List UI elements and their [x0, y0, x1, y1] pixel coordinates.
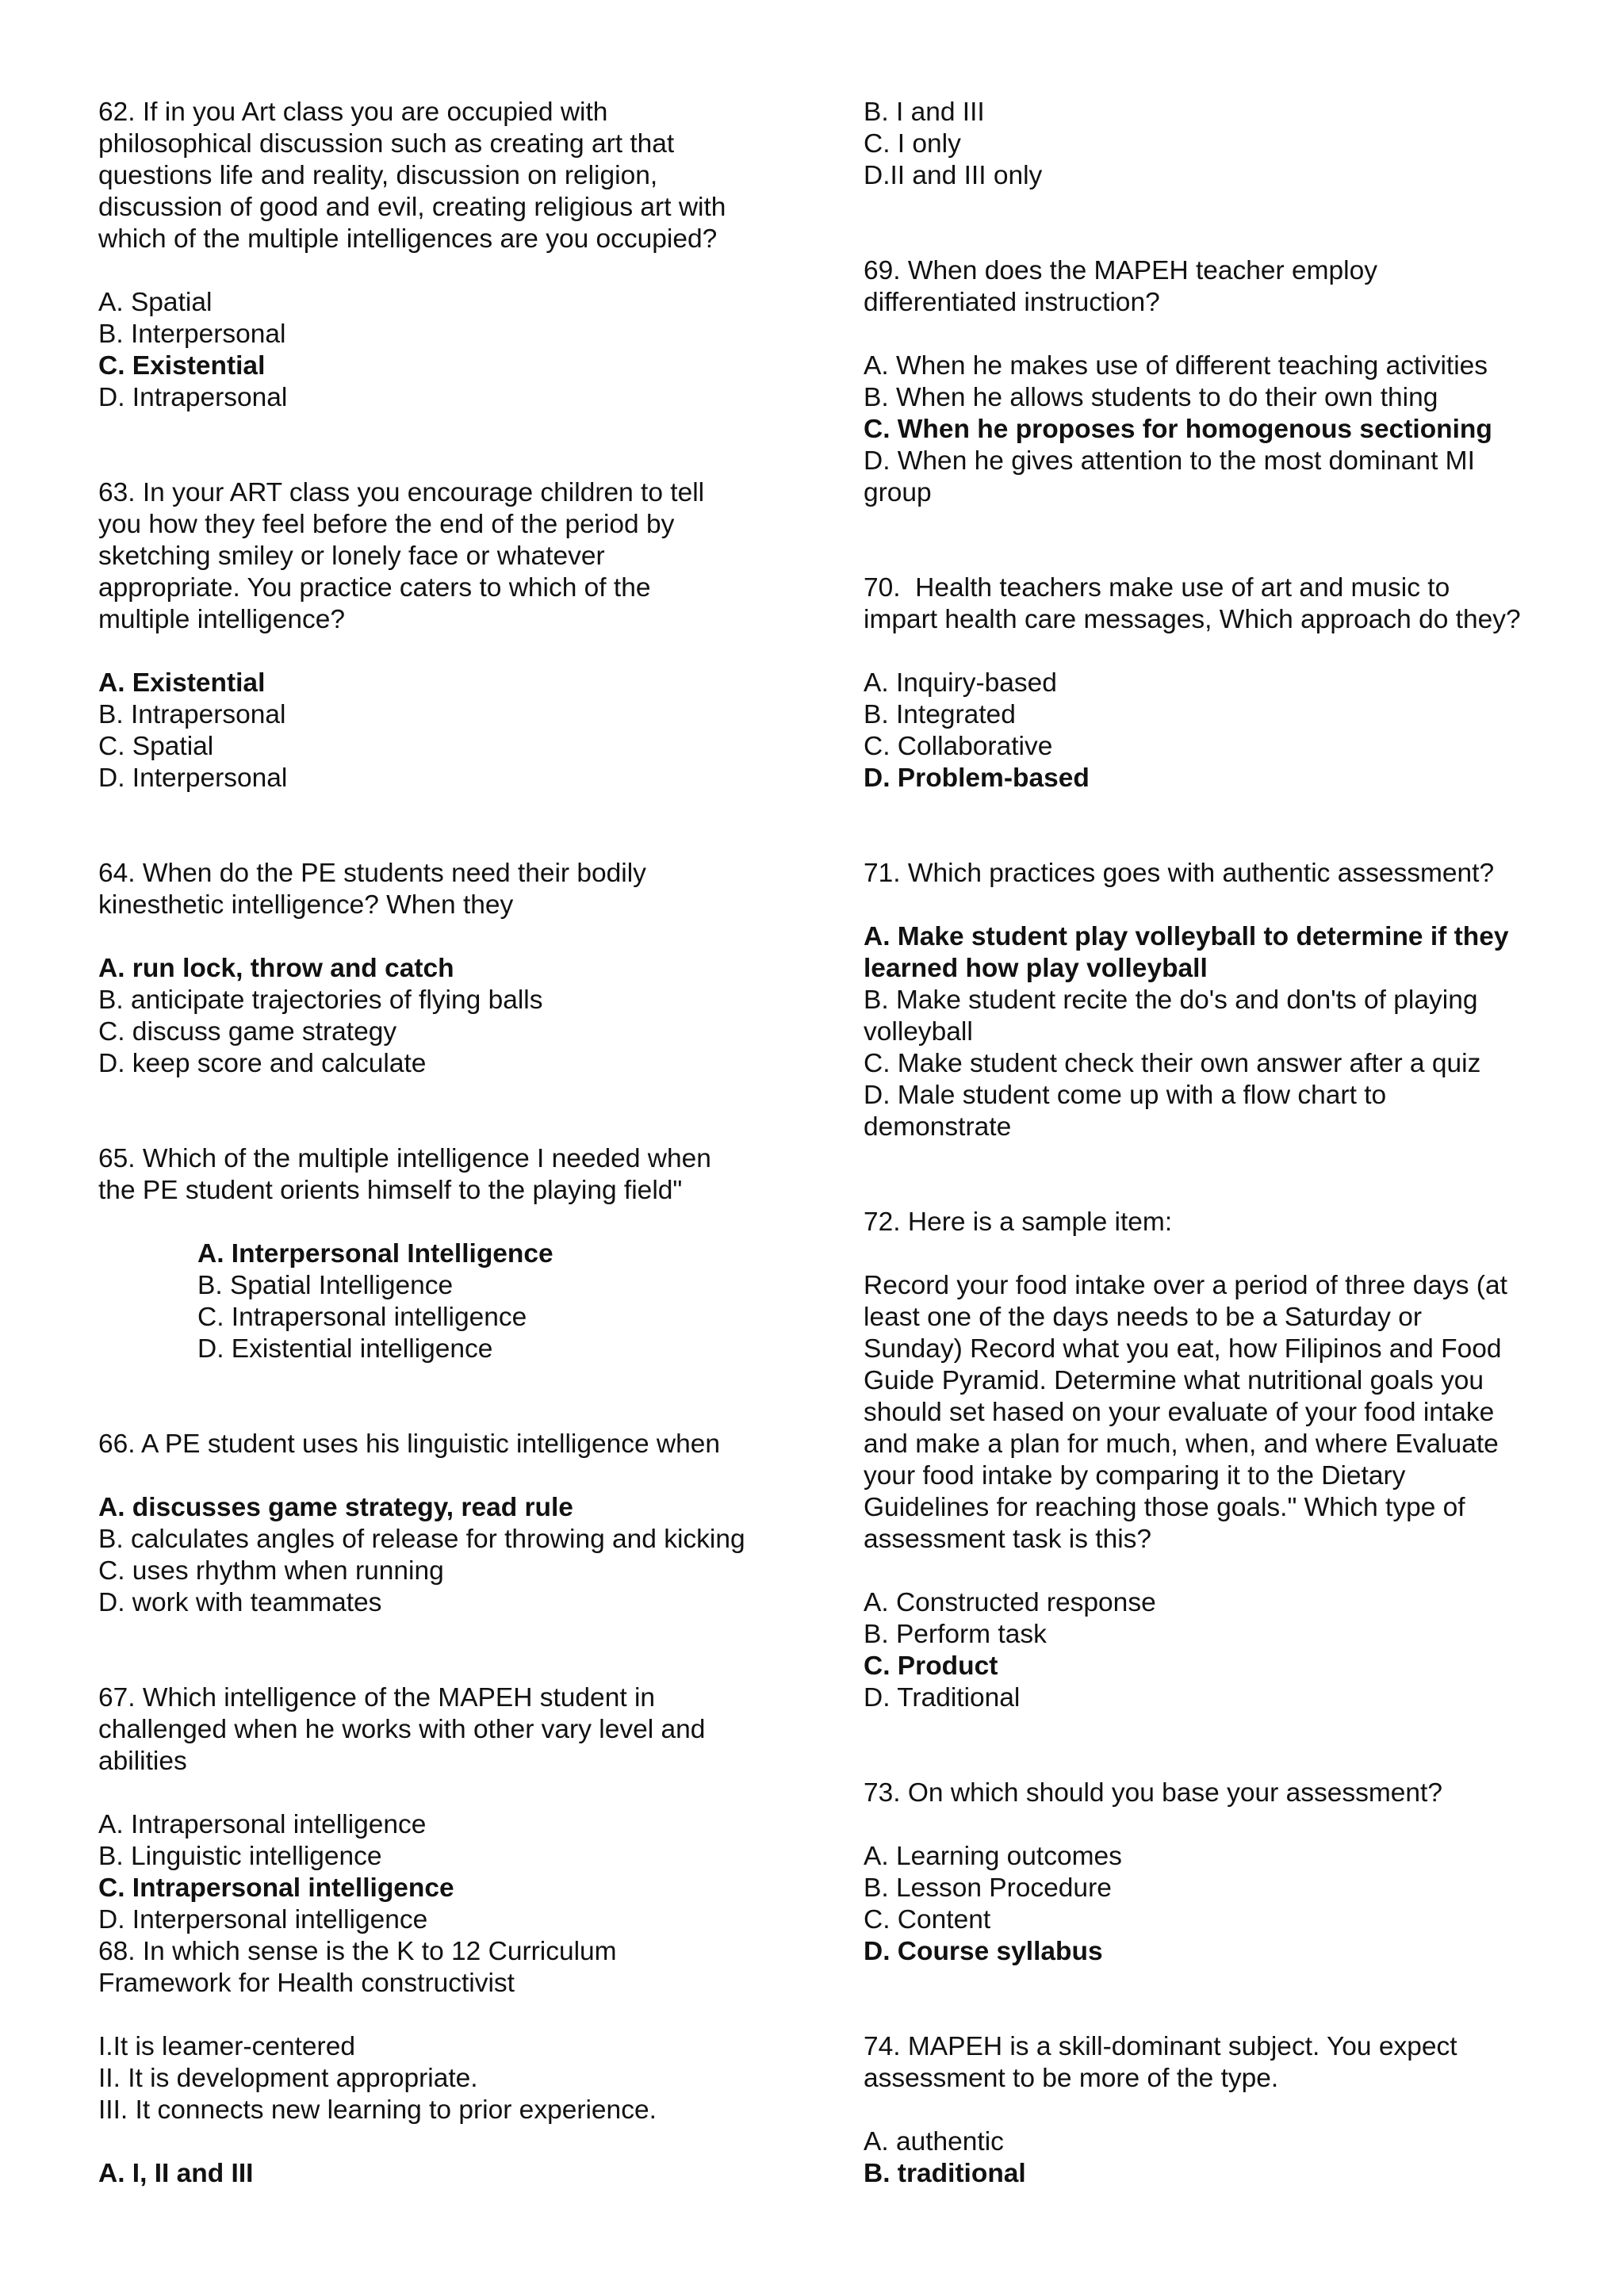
question-70-stem-line: 70. Health teachers make use of art and music to [864, 573, 1450, 603]
question-70-option-d-answer: D. Problem-based [864, 763, 1090, 793]
question-62-stem-line: 62. If in you Art class you are occupied with [98, 98, 608, 127]
question-68-statement-2: II. It is development appropriate. [98, 2064, 478, 2093]
question-63 [98, 477, 780, 794]
question-71-option-a-answer: A. Make student play volleyball to determine if they [864, 922, 1509, 951]
question-62 [98, 97, 780, 414]
question-63-stem-line: sketching smiley or lonely face or whatever [98, 541, 605, 571]
question-72-passage-line: should set hased on your evaluate of your food intake [864, 1398, 1495, 1427]
question-73-stem-line: 73. On which should you base your assessment? [864, 1778, 1442, 1808]
question-70 [864, 572, 1561, 794]
question-72-option-a: A. Constructed response [864, 1588, 1156, 1617]
left-column [98, 97, 780, 2190]
question-71-option-b-continued: volleyball [864, 1017, 973, 1047]
question-66-option-a-answer: A. discusses game strategy, read rule [98, 1493, 573, 1522]
question-73-option-a: A. Learning outcomes [864, 1842, 1122, 1871]
question-65-option-c: C. Intrapersonal intelligence [197, 1303, 527, 1332]
question-73-option-d-answer: D. Course syllabus [864, 1937, 1103, 1966]
right-column [864, 97, 1561, 2190]
question-62-stem-line: which of the multiple intelligences are you occupied? [98, 224, 718, 254]
question-68-option-b: B. I and III [864, 98, 985, 127]
question-68 [98, 1936, 780, 2190]
question-72-passage-line: Record your food intake over a period of three days (at [864, 1271, 1507, 1300]
question-66-option-d: D. work with teammates [98, 1588, 382, 1617]
question-67-stem-line: abilities [98, 1747, 187, 1776]
question-66 [98, 1429, 780, 1619]
question-68-stem-line: Framework for Health constructivist [98, 1969, 515, 1998]
question-62-option-c-answer: C. Existential [98, 351, 266, 381]
question-68-option-d: D.II and III only [864, 161, 1043, 190]
question-63-stem-line: 63. In your ART class you encourage children to tell [98, 478, 705, 507]
question-73-option-c: C. Content [864, 1905, 991, 1934]
question-65-option-d: D. Existential intelligence [197, 1334, 493, 1364]
question-72-passage-line: your food intake by comparing it to the Dietary [864, 1461, 1406, 1490]
question-72-option-b: B. Perform task [864, 1620, 1047, 1649]
question-72 [864, 1207, 1561, 1714]
question-68-statement-3: III. It connects new learning to prior experience. [98, 2095, 657, 2125]
question-62-option-a: A. Spatial [98, 288, 213, 317]
question-72-passage-line: Guide Pyramid. Determine what nutritional goals you [864, 1366, 1484, 1395]
question-69 [864, 255, 1561, 509]
question-74-option-b-answer: B. traditional [864, 2159, 1026, 2188]
question-72-intro: 72. Here is a sample item: [864, 1207, 1173, 1237]
question-68-statement-1: I.It is leamer-centered [98, 2032, 355, 2061]
question-67-stem-line: challenged when he works with other vary level and [98, 1715, 706, 1744]
question-64-option-a-answer: A. run lock, throw and catch [98, 954, 454, 983]
question-64-stem-line: 64. When do the PE students need their bodily [98, 859, 646, 888]
question-71 [864, 858, 1561, 1143]
question-64 [98, 858, 780, 1080]
question-62-stem-line: philosophical discussion such as creating art that [98, 129, 675, 159]
question-73 [864, 1777, 1561, 1968]
question-67-stem-line: 67. Which intelligence of the MAPEH student in [98, 1683, 656, 1712]
question-72-passage-line: Guidelines for reaching those goals." Which type of [864, 1493, 1465, 1522]
question-74-stem-line: assessment to be more of the type. [864, 2064, 1279, 2093]
question-72-passage-line: and make a plan for much, when, and where Evaluate [864, 1429, 1499, 1459]
question-72-option-c-answer: C. Product [864, 1651, 998, 1681]
question-62-stem-line: questions life and reality, discussion on religion, [98, 161, 658, 190]
question-63-option-c: C. Spatial [98, 732, 214, 761]
question-64-stem-line: kinesthetic intelligence? When they [98, 890, 514, 920]
question-66-option-b: B. calculates angles of release for throwing and kicking [98, 1525, 745, 1554]
question-69-stem-line: differentiated instruction? [864, 288, 1160, 317]
question-63-option-b: B. Intrapersonal [98, 700, 286, 729]
question-74-stem-line: 74. MAPEH is a skill-dominant subject. You expect [864, 2032, 1457, 2061]
question-71-option-b: B. Make student recite the do's and don'ts of playing [864, 985, 1478, 1015]
question-65-option-b: B. Spatial Intelligence [197, 1271, 454, 1300]
question-63-stem-line: multiple intelligence? [98, 605, 345, 634]
question-70-option-c: C. Collaborative [864, 732, 1053, 761]
question-67-option-c-answer: C. Intrapersonal intelligence [98, 1873, 454, 1903]
question-66-option-c: C. uses rhythm when running [98, 1556, 444, 1586]
question-67 [98, 1682, 780, 1936]
question-69-option-d-continued: group [864, 478, 932, 507]
question-70-option-b: B. Integrated [864, 700, 1016, 729]
question-74-option-a: A. authentic [864, 2127, 1004, 2156]
question-68-stem-line: 68. In which sense is the K to 12 Curriculum [98, 1937, 617, 1966]
question-71-option-d: D. Male student come up with a flow chart to [864, 1081, 1387, 1110]
question-62-stem-line: discussion of good and evil, creating religious art with [98, 193, 726, 222]
question-71-option-a-answer-continued: learned how play volleyball [864, 954, 1208, 983]
question-63-option-d: D. Interpersonal [98, 763, 288, 793]
question-68-option-c: C. I only [864, 129, 961, 159]
question-64-option-c: C. discuss game strategy [98, 1017, 397, 1047]
question-64-option-d: D. keep score and calculate [98, 1049, 427, 1078]
question-69-option-d: D. When he gives attention to the most dominant MI [864, 446, 1475, 476]
question-70-option-a: A. Inquiry-based [864, 668, 1057, 698]
question-69-option-c-answer: C. When he proposes for homogenous sectioning [864, 415, 1492, 444]
question-72-option-d: D. Traditional [864, 1683, 1021, 1712]
question-63-stem-line: you how they feel before the end of the period by [98, 510, 675, 539]
question-65 [98, 1143, 780, 1365]
question-65-option-a-answer: A. Interpersonal Intelligence [197, 1239, 553, 1269]
question-65-stem-line: 65. Which of the multiple intelligence I needed when [98, 1144, 711, 1173]
question-68-continued [864, 97, 1561, 192]
question-68-option-a-answer: A. I, II and III [98, 2159, 254, 2188]
question-72-passage-line: assessment task is this? [864, 1525, 1152, 1554]
question-70-stem-line: impart health care messages, Which approach do they? [864, 605, 1521, 634]
question-67-option-d: D. Interpersonal intelligence [98, 1905, 428, 1934]
question-67-option-b: B. Linguistic intelligence [98, 1842, 382, 1871]
question-71-option-d-continued: demonstrate [864, 1112, 1012, 1142]
question-64-option-b: B. anticipate trajectories of flying balls [98, 985, 543, 1015]
question-65-stem-line: the PE student orients himself to the playing field" [98, 1176, 683, 1205]
question-69-option-b: B. When he allows students to do their own thing [864, 383, 1438, 412]
question-62-option-d: D. Intrapersonal [98, 383, 288, 412]
question-69-option-a: A. When he makes use of different teaching activities [864, 351, 1488, 381]
question-62-option-b: B. Interpersonal [98, 320, 286, 349]
question-67-option-a: A. Intrapersonal intelligence [98, 1810, 427, 1839]
question-71-option-c: C. Make student check their own answer after a quiz [864, 1049, 1481, 1078]
question-63-stem-line: appropriate. You practice caters to which of the [98, 573, 651, 603]
question-66-stem-line: 66. A PE student uses his linguistic intelligence when [98, 1429, 721, 1459]
question-72-passage-line: Sunday) Record what you eat, how Filipinos and Food [864, 1334, 1502, 1364]
question-74 [864, 2031, 1561, 2190]
question-63-option-a-answer: A. Existential [98, 668, 266, 698]
question-69-stem-line: 69. When does the MAPEH teacher employ [864, 256, 1377, 285]
question-73-option-b: B. Lesson Procedure [864, 1873, 1112, 1903]
question-71-stem-line: 71. Which practices goes with authentic assessment? [864, 859, 1495, 888]
question-72-passage-line: least one of the days needs to be a Saturday or [864, 1303, 1422, 1332]
